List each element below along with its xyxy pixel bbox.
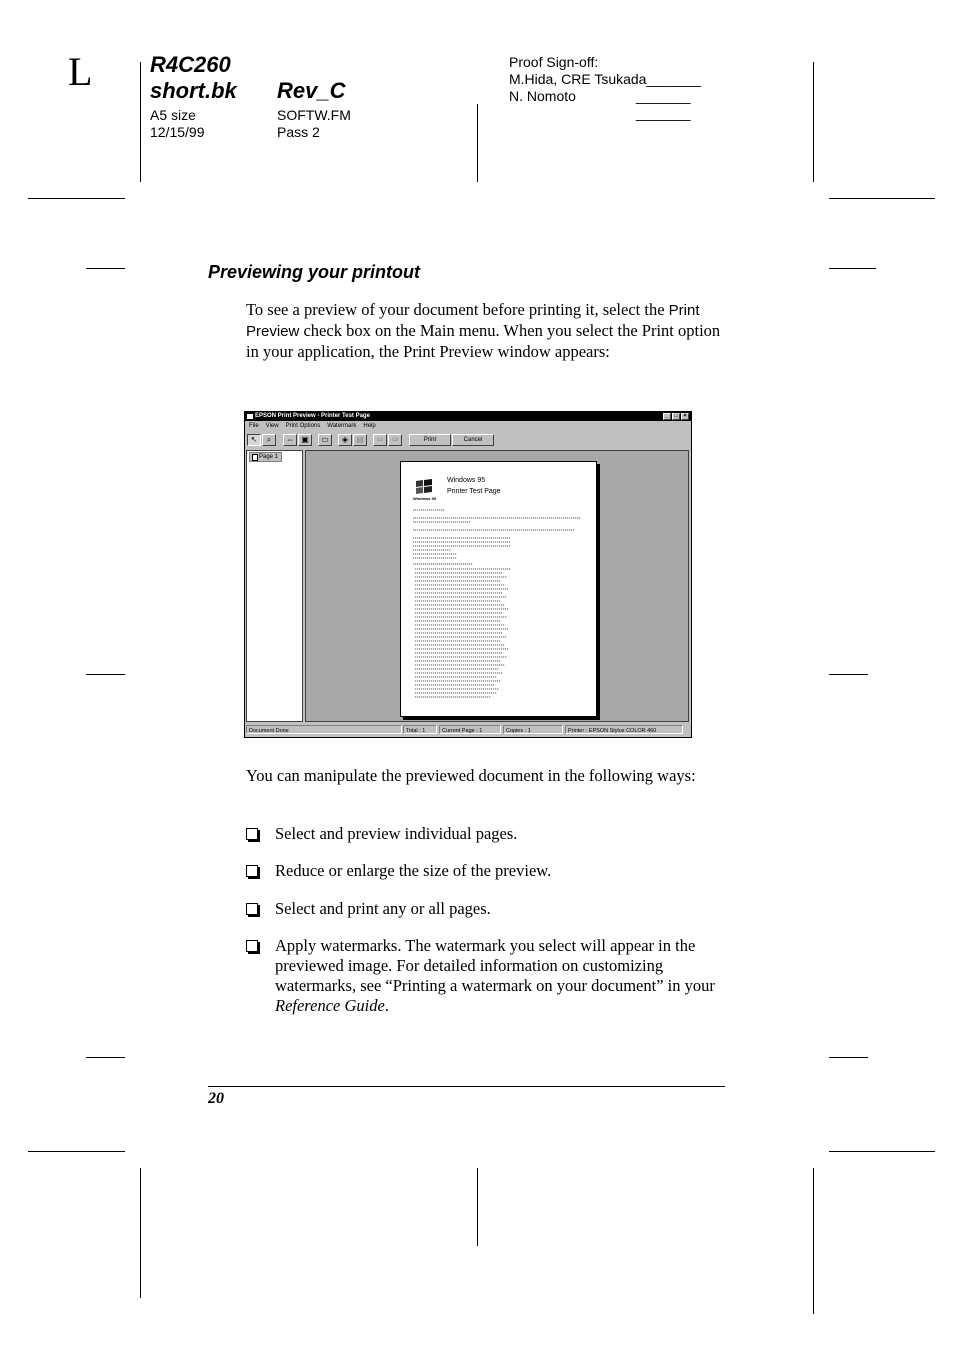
pass: Pass 2 [277, 124, 320, 140]
footer-rule [208, 1086, 725, 1087]
preview-subtitle: Printer Test Page [447, 488, 501, 495]
signer-1: M.Hida, CRE Tsukada_______ [509, 71, 701, 87]
list-item-text: Select and print any or all pages. [275, 899, 491, 918]
toolbar [247, 433, 689, 448]
fit-page-icon[interactable]: ⇔ [283, 434, 297, 446]
crop-mark [140, 1168, 141, 1298]
menu-print-options[interactable]: Print Options [285, 423, 321, 429]
sentence-end: . [384, 996, 389, 1015]
watermark-text: Apply watermarks. The watermark you select will appear in the previewed image. For detailed information on customizing watermarks, see “Printing a watermark on your document” in your [275, 936, 715, 995]
model-code: R4C260 [150, 52, 231, 77]
windows-logo-icon [413, 478, 435, 496]
crop-mark [813, 62, 814, 182]
crop-mark [813, 1168, 814, 1314]
window-title: EPSON Print Preview - Printer Test Page [255, 413, 370, 419]
list-item-text: Reduce or enlarge the size of the preview. [275, 861, 552, 880]
signoff-blank: _______ [636, 88, 691, 104]
window-title-bar [245, 412, 691, 421]
status-total: Total : 1 [403, 725, 437, 734]
list-item [246, 824, 726, 844]
menu-bar [245, 422, 691, 431]
system-menu-icon[interactable] [247, 414, 253, 419]
maximize-icon[interactable]: □ [672, 413, 680, 420]
status-current-page: Current Page : 1 [439, 725, 501, 734]
list-item [246, 936, 726, 1016]
print-button[interactable]: Print [409, 434, 451, 446]
minimize-icon[interactable]: _ [663, 413, 671, 420]
crop-mark [829, 268, 876, 269]
crop-mark [28, 198, 125, 199]
section-title: Previewing your printout [208, 262, 421, 282]
status-printer: Printer : EPSON Stylus COLOR 460 [565, 725, 683, 734]
list-item-text: Select and preview individual pages. [275, 824, 518, 843]
status-bar [245, 724, 691, 735]
crop-mark [829, 674, 868, 675]
watermark-icon[interactable]: ◈ [338, 434, 352, 446]
preview-text-lines [411, 506, 589, 706]
full-page-icon[interactable]: ▭ [318, 434, 332, 446]
corner-letter: L [68, 49, 93, 94]
page-tab[interactable]: Page 1 [249, 452, 282, 462]
reference-guide-title: Reference Guide [275, 996, 385, 1015]
signoff-blank: _______ [636, 105, 691, 121]
print-preview-window [244, 411, 692, 738]
page-list-panel [246, 450, 303, 722]
crop-mark [829, 1151, 935, 1152]
crop-mark [86, 1057, 125, 1058]
menu-help[interactable]: Help [363, 423, 376, 429]
bullet-box-icon [246, 865, 258, 877]
print-preview-term: Print Preview [246, 302, 700, 340]
crop-mark [829, 1057, 868, 1058]
book-name: short.bk [150, 78, 237, 103]
bullet-box-icon [246, 828, 258, 840]
page-size: A5 size [150, 107, 196, 123]
pointer-tool-icon[interactable]: ↖ [247, 434, 261, 446]
file-name: SOFTW.FM [277, 107, 351, 123]
crop-mark [477, 104, 478, 182]
crop-mark [477, 1168, 478, 1246]
crop-mark [140, 62, 141, 182]
bullet-box-icon [246, 903, 258, 915]
bullet-box-icon [246, 940, 258, 952]
crop-mark [86, 268, 125, 269]
preview-area [305, 450, 689, 722]
date: 12/15/99 [150, 124, 205, 140]
status-copies: Copies : 1 [503, 725, 563, 734]
crop-mark [86, 674, 125, 675]
menu-file[interactable]: File [249, 423, 259, 429]
proof-label: Proof Sign-off: [509, 54, 599, 70]
menu-watermark[interactable]: Watermark [327, 423, 357, 429]
zoom-icon[interactable]: ⌕ [262, 434, 276, 446]
intro-text: To see a preview of your document before printing it, select the [246, 300, 669, 319]
previous-page-icon[interactable]: ⇦ [373, 434, 387, 446]
list-item [246, 899, 726, 919]
revision: Rev_C [277, 78, 346, 103]
preview-logo-text: Windows 95 [413, 496, 437, 501]
intro-text-cont: check box on the Main menu. When you select the Print option in your application, the Print Preview window appears: [246, 321, 721, 361]
list-item-text [275, 936, 726, 1016]
next-page-icon[interactable]: ⇨ [388, 434, 402, 446]
cancel-button[interactable]: Cancel [452, 434, 494, 446]
list-item [246, 861, 726, 881]
preview-title: Windows 95 [447, 477, 486, 484]
preview-page [400, 461, 597, 717]
status-message: Document Done [246, 725, 402, 734]
page-view-icon[interactable]: ▣ [298, 434, 312, 446]
watermark-settings-icon[interactable]: ▤ [353, 434, 367, 446]
page-number: 20 [208, 1090, 224, 1107]
followup-paragraph: You can manipulate the previewed document in the following ways: [246, 766, 696, 785]
intro-paragraph [246, 300, 726, 362]
crop-mark [829, 198, 935, 199]
signer-2: N. Nomoto [509, 88, 576, 104]
menu-view[interactable]: View [265, 423, 279, 429]
crop-mark [28, 1151, 125, 1152]
close-icon[interactable]: × [681, 413, 689, 420]
